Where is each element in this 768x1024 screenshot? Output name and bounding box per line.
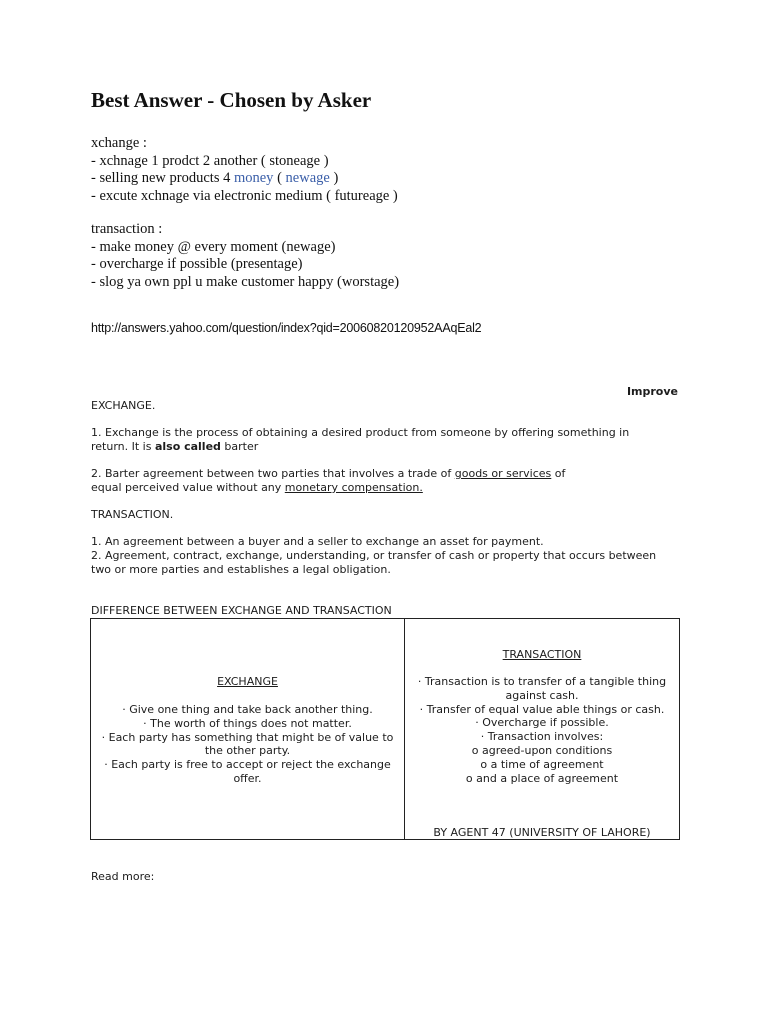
author-credit: BY AGENT 47 (UNIVERSITY OF LAHORE) xyxy=(433,826,651,839)
exchange-table-heading: EXCHANGE xyxy=(217,675,278,688)
difference-table xyxy=(90,618,680,840)
exchange-item: · The worth of things does not matter. xyxy=(143,716,352,730)
xchange-line: - xchnage 1 prodct 2 another ( stoneage ) xyxy=(91,152,329,169)
xchange-section xyxy=(91,135,398,205)
transaction-line: - overcharge if possible (presentage) xyxy=(91,256,303,272)
exchange-cell xyxy=(91,619,404,839)
read-more-link[interactable]: Read more: xyxy=(91,870,155,883)
xchange-line: - excute xchnage via electronic medium ( futureage ) xyxy=(91,187,398,204)
xchange-heading: xchange : xyxy=(91,135,147,151)
improve-link[interactable]: Improve xyxy=(626,385,678,398)
newage-link[interactable]: newage xyxy=(285,170,330,186)
goods-or-services-link[interactable]: goods or services xyxy=(454,467,552,480)
transaction-line: - slog ya own ppl u make customer happy (worstage) xyxy=(91,273,400,290)
transaction-item: · Overcharge if possible. xyxy=(475,716,609,730)
exchange-point-2: 2. Barter agreement between two parties that involves a trade of goods or services of equal perceived value without any monetary compensation. xyxy=(91,467,566,494)
transaction-item: · Transfer of equal value able things or cash. xyxy=(419,702,665,716)
exchange-item: · Each party is free to accept or reject the exchange xyxy=(104,758,391,772)
page-title: Best Answer - Chosen by Asker xyxy=(91,88,372,112)
transaction-section xyxy=(91,221,399,291)
transaction-doc-heading: TRANSACTION. xyxy=(91,508,174,521)
transaction-cell xyxy=(405,619,679,839)
xchange-line: - selling new products 4 money ( newage ) xyxy=(91,170,339,186)
transaction-item: · Transaction is to transfer of a tangible thing xyxy=(417,675,667,688)
transaction-item: o agreed-upon conditions xyxy=(471,744,613,757)
exchange-item: · Give one thing and take back another thing. xyxy=(122,703,373,716)
source-url-link[interactable]: http://answers.yahoo.com/question/index?qid=20060820120952AAqEal2 xyxy=(91,321,482,335)
exchange-item: · Each party has something that might be of value to xyxy=(101,730,394,744)
exchange-item: offer. xyxy=(233,772,262,785)
transaction-heading: transaction : xyxy=(91,221,163,237)
transaction-point: 1. An agreement between a buyer and a seller to exchange an asset for payment. xyxy=(91,535,544,548)
difference-heading: DIFFERENCE BETWEEN EXCHANGE AND TRANSACTION xyxy=(91,604,392,617)
transaction-points xyxy=(91,535,656,577)
transaction-item: · Transaction involves: xyxy=(480,730,604,744)
exchange-heading: EXCHANGE. xyxy=(91,399,156,412)
transaction-item: against cash. xyxy=(505,688,579,702)
transaction-item: o a time of agreement xyxy=(480,757,604,771)
transaction-line: - make money @ every moment (newage) xyxy=(91,238,336,255)
exchange-item: the other party. xyxy=(204,744,291,758)
transaction-table-heading: TRANSACTION xyxy=(502,648,582,661)
money-link[interactable]: money xyxy=(233,170,274,186)
monetary-compensation-link[interactable]: monetary compensation. xyxy=(284,481,423,494)
transaction-item: o and a place of agreement xyxy=(465,771,619,785)
exchange-point-1: 1. Exchange is the process of obtaining a desired product from someone by offering something in return. It is also called barter xyxy=(91,426,630,453)
transaction-point: 2. Agreement, contract, exchange, understanding, or transfer of cash or property that occurs between xyxy=(91,549,657,562)
transaction-point: two or more parties and establishes a legal obligation. xyxy=(91,563,391,576)
